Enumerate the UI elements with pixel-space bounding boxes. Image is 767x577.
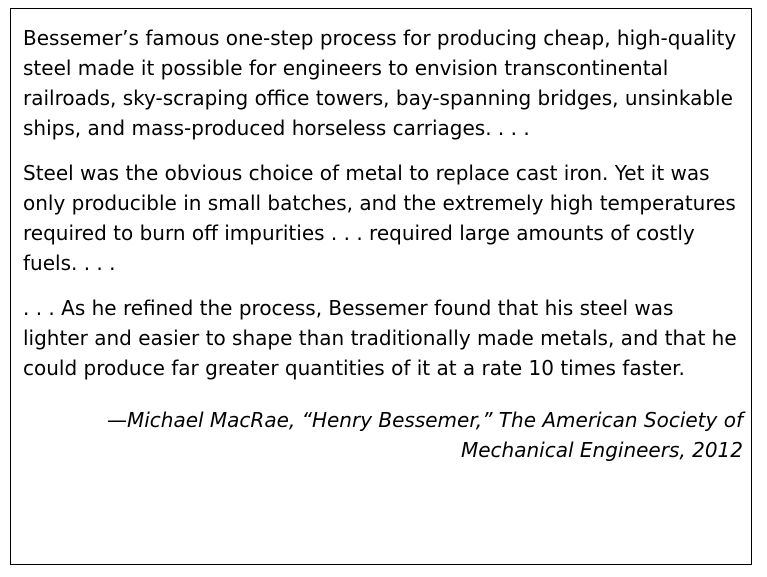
citation <box>23 405 743 465</box>
passage-frame <box>10 8 752 565</box>
citation-line-1: —Michael MacRae, “Henry Bessemer,” The American Society of <box>106 408 743 432</box>
paragraph-2: Steel was the obvious choice of metal to replace cast iron. Yet it was only producible in small batches, and the extremely high temperatures required to burn off impurities . . . required large amounts of costly fuels. . . . <box>23 161 736 275</box>
paragraph-1: Bessemer’s famous one-step process for producing cheap, high-quality steel made it possible for engineers to envision transcontinental railroads, sky-scraping office towers, bay-spanning bridges, unsinkable ships, and mass-produced horseless carriages. . . . <box>23 26 737 140</box>
passage-content <box>23 23 743 465</box>
citation-line-2: Mechanical Engineers, 2012 <box>461 438 743 462</box>
paragraph-3: . . . As he refined the process, Bessemer found that his steel was lighter and easier to shape than traditionally made metals, and that he could produce far greater quantities of it at a rate 10 times faster. <box>23 296 737 380</box>
